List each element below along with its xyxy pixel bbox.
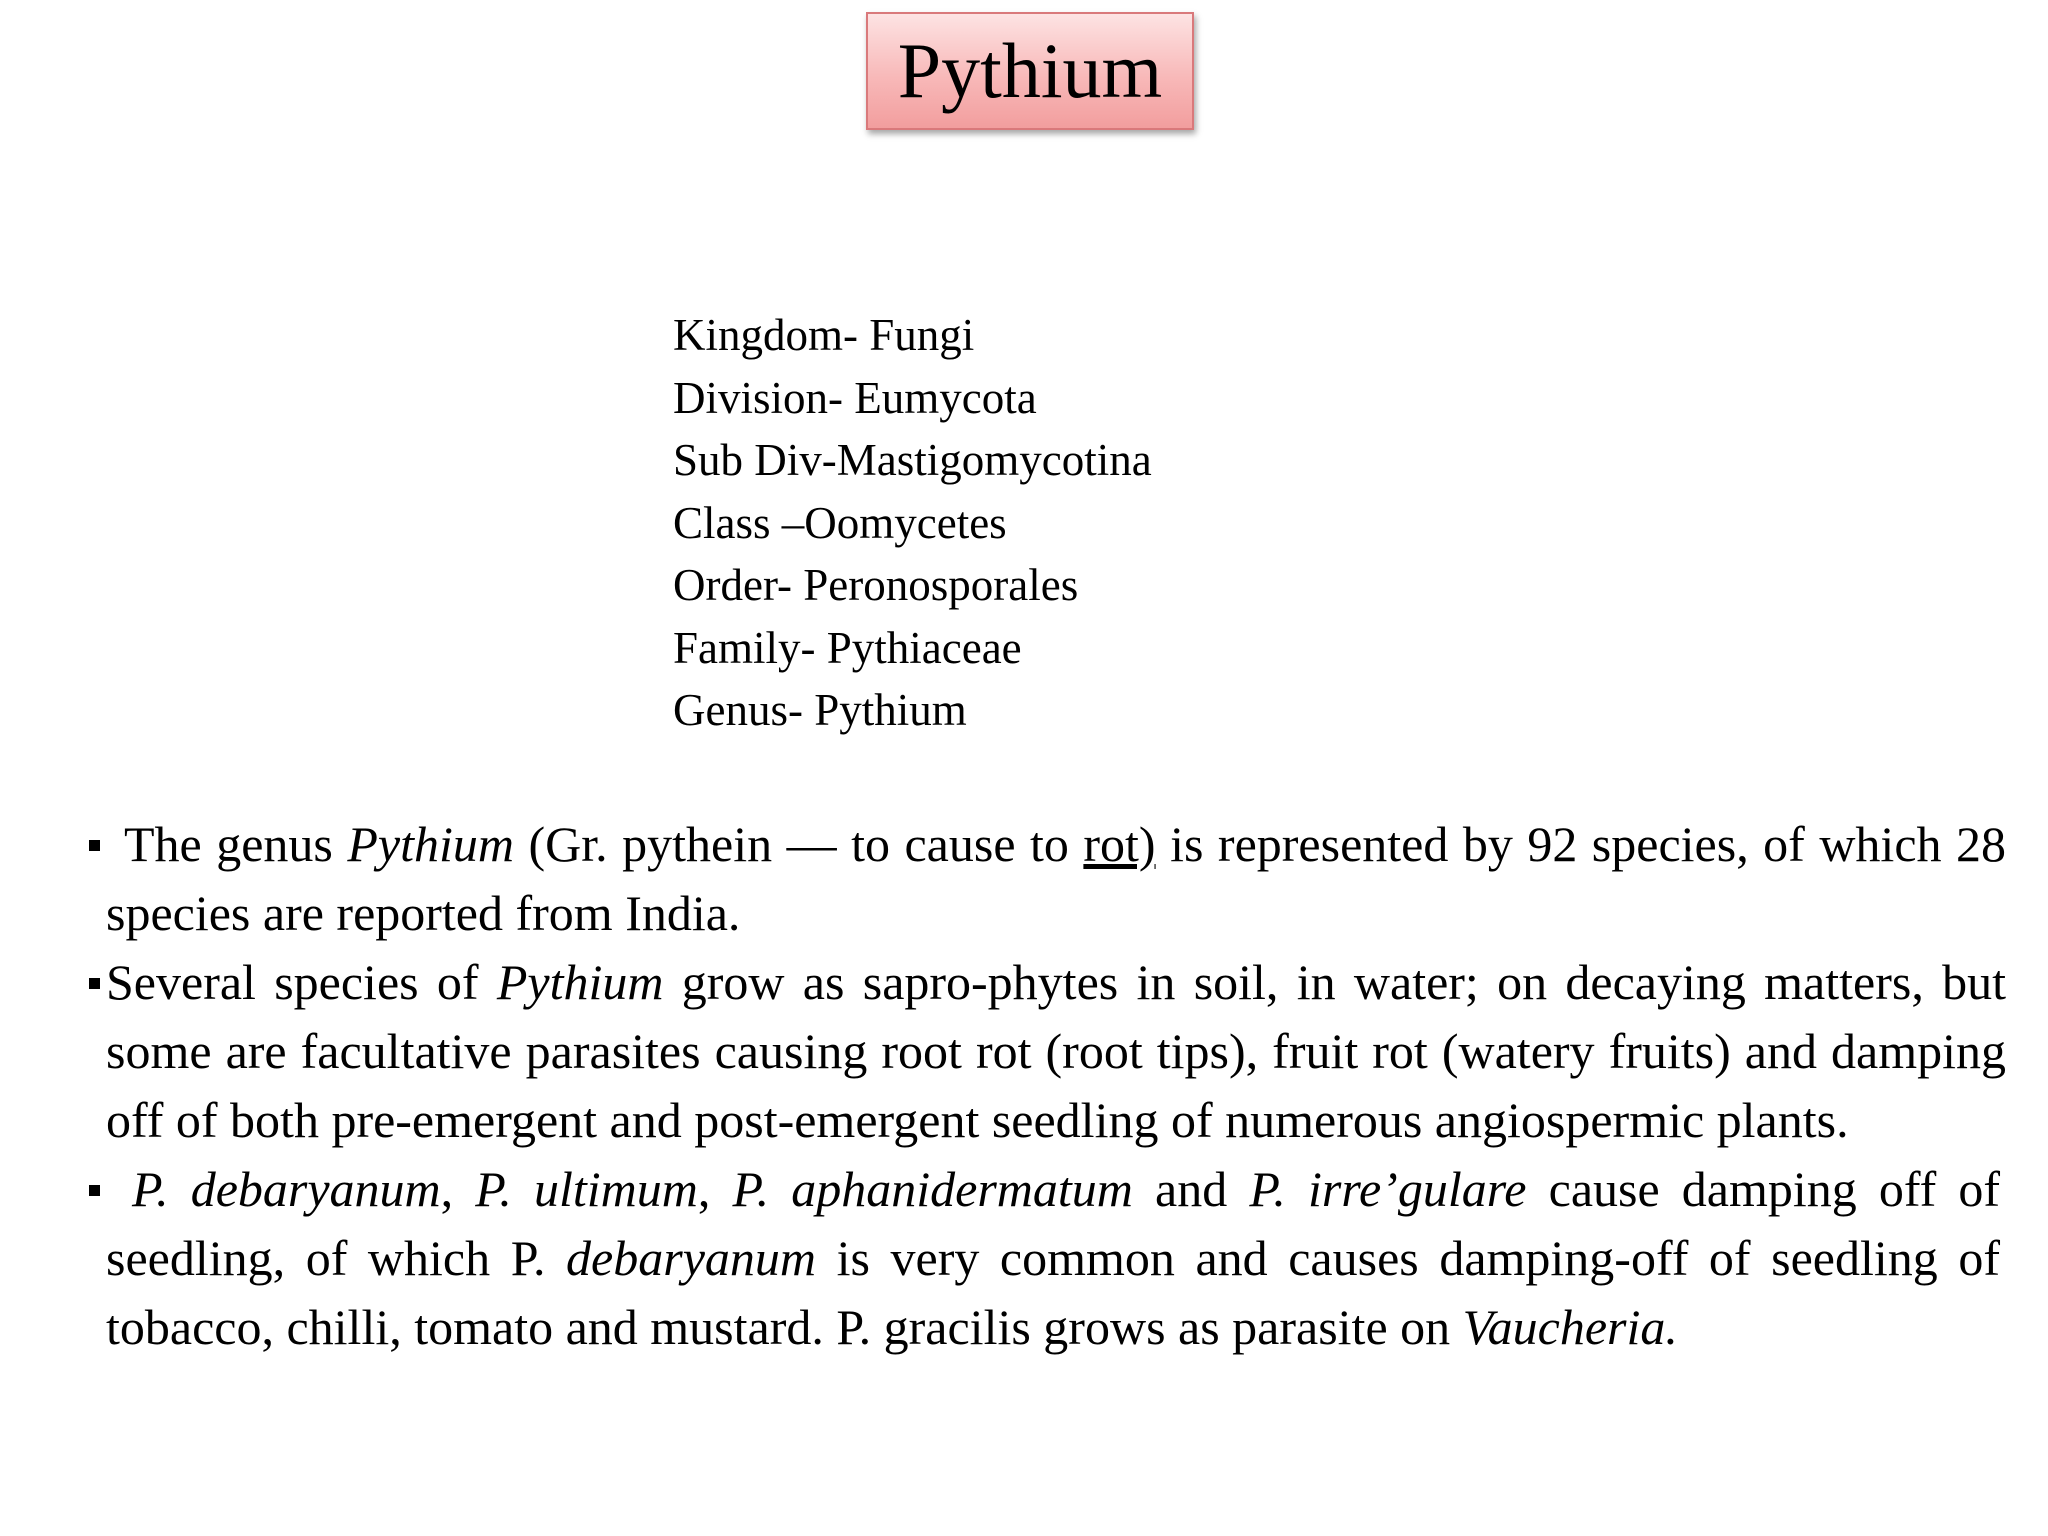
text-run-italic: P. debaryanum — [132, 1161, 441, 1217]
bullet-species-description — [0, 1155, 2000, 1362]
text-run: grow as sapro-phytes in soil, in water; on decaying matters, but some are facultative parasites causing root rot (root tips), fruit rot (watery fruits) and damping off of both pre-emergent and post-emergent seedling of numerous angiospermic plants. — [106, 954, 2006, 1148]
text-run: and — [1132, 1161, 1250, 1217]
square-bullet-icon — [89, 840, 100, 851]
square-bullet-icon — [89, 978, 100, 989]
text-run: Several species of — [106, 954, 497, 1010]
text-run-italic: Pythium — [496, 954, 664, 1010]
taxonomy-class: Class –Oomycetes — [673, 497, 1007, 548]
taxonomy-kingdom: Kingdom- Fungi — [673, 310, 975, 360]
text-run: is represented by 92 species, of which 28 species are reported from India. — [106, 816, 2007, 941]
bullet-habitat-description — [0, 948, 2006, 1155]
text-run-underlined: rot) — [1083, 816, 1156, 872]
text-run-italic: Vaucheria. — [1462, 1299, 1678, 1355]
text-run-italic: P. irre’gulare — [1249, 1161, 1527, 1217]
text-run: is very common and causes damping-off of seedling of tobacco, chilli, tomato and mustard. P. gracilis grows as parasite on — [106, 1230, 2000, 1355]
text-run-italic: P. ultimum — [475, 1161, 698, 1217]
taxonomy-genus: Genus- Pythium — [673, 685, 967, 735]
bullet-genus-description — [0, 810, 2006, 948]
text-run-italic: debaryanum — [566, 1230, 816, 1286]
title-box — [866, 12, 1194, 130]
text-run: , — [697, 1161, 733, 1217]
slide-title: Pythium — [897, 27, 1163, 114]
text-run: The genus — [124, 816, 348, 872]
text-run-italic: Pythium — [347, 816, 515, 872]
text-run-italic: P. aphanidermatum — [732, 1161, 1133, 1217]
text-run: , — [440, 1161, 476, 1217]
taxonomy-family: Family- Pythiaceae — [673, 622, 1022, 673]
square-bullet-icon — [89, 1185, 100, 1196]
taxonomy-division: Division- Eumycota — [673, 372, 1037, 423]
taxonomy-subdivision: Sub Div-Mastigomycotina — [673, 435, 1152, 485]
taxonomy-order: Order- Peronosporales — [673, 560, 1079, 610]
text-run: (Gr. pythein — to cause to — [514, 816, 1084, 872]
text-run: cause damping off of seedling, of which P. — [106, 1161, 2001, 1286]
taxonomy-list — [673, 304, 1152, 742]
bullet-list — [0, 810, 2048, 1362]
